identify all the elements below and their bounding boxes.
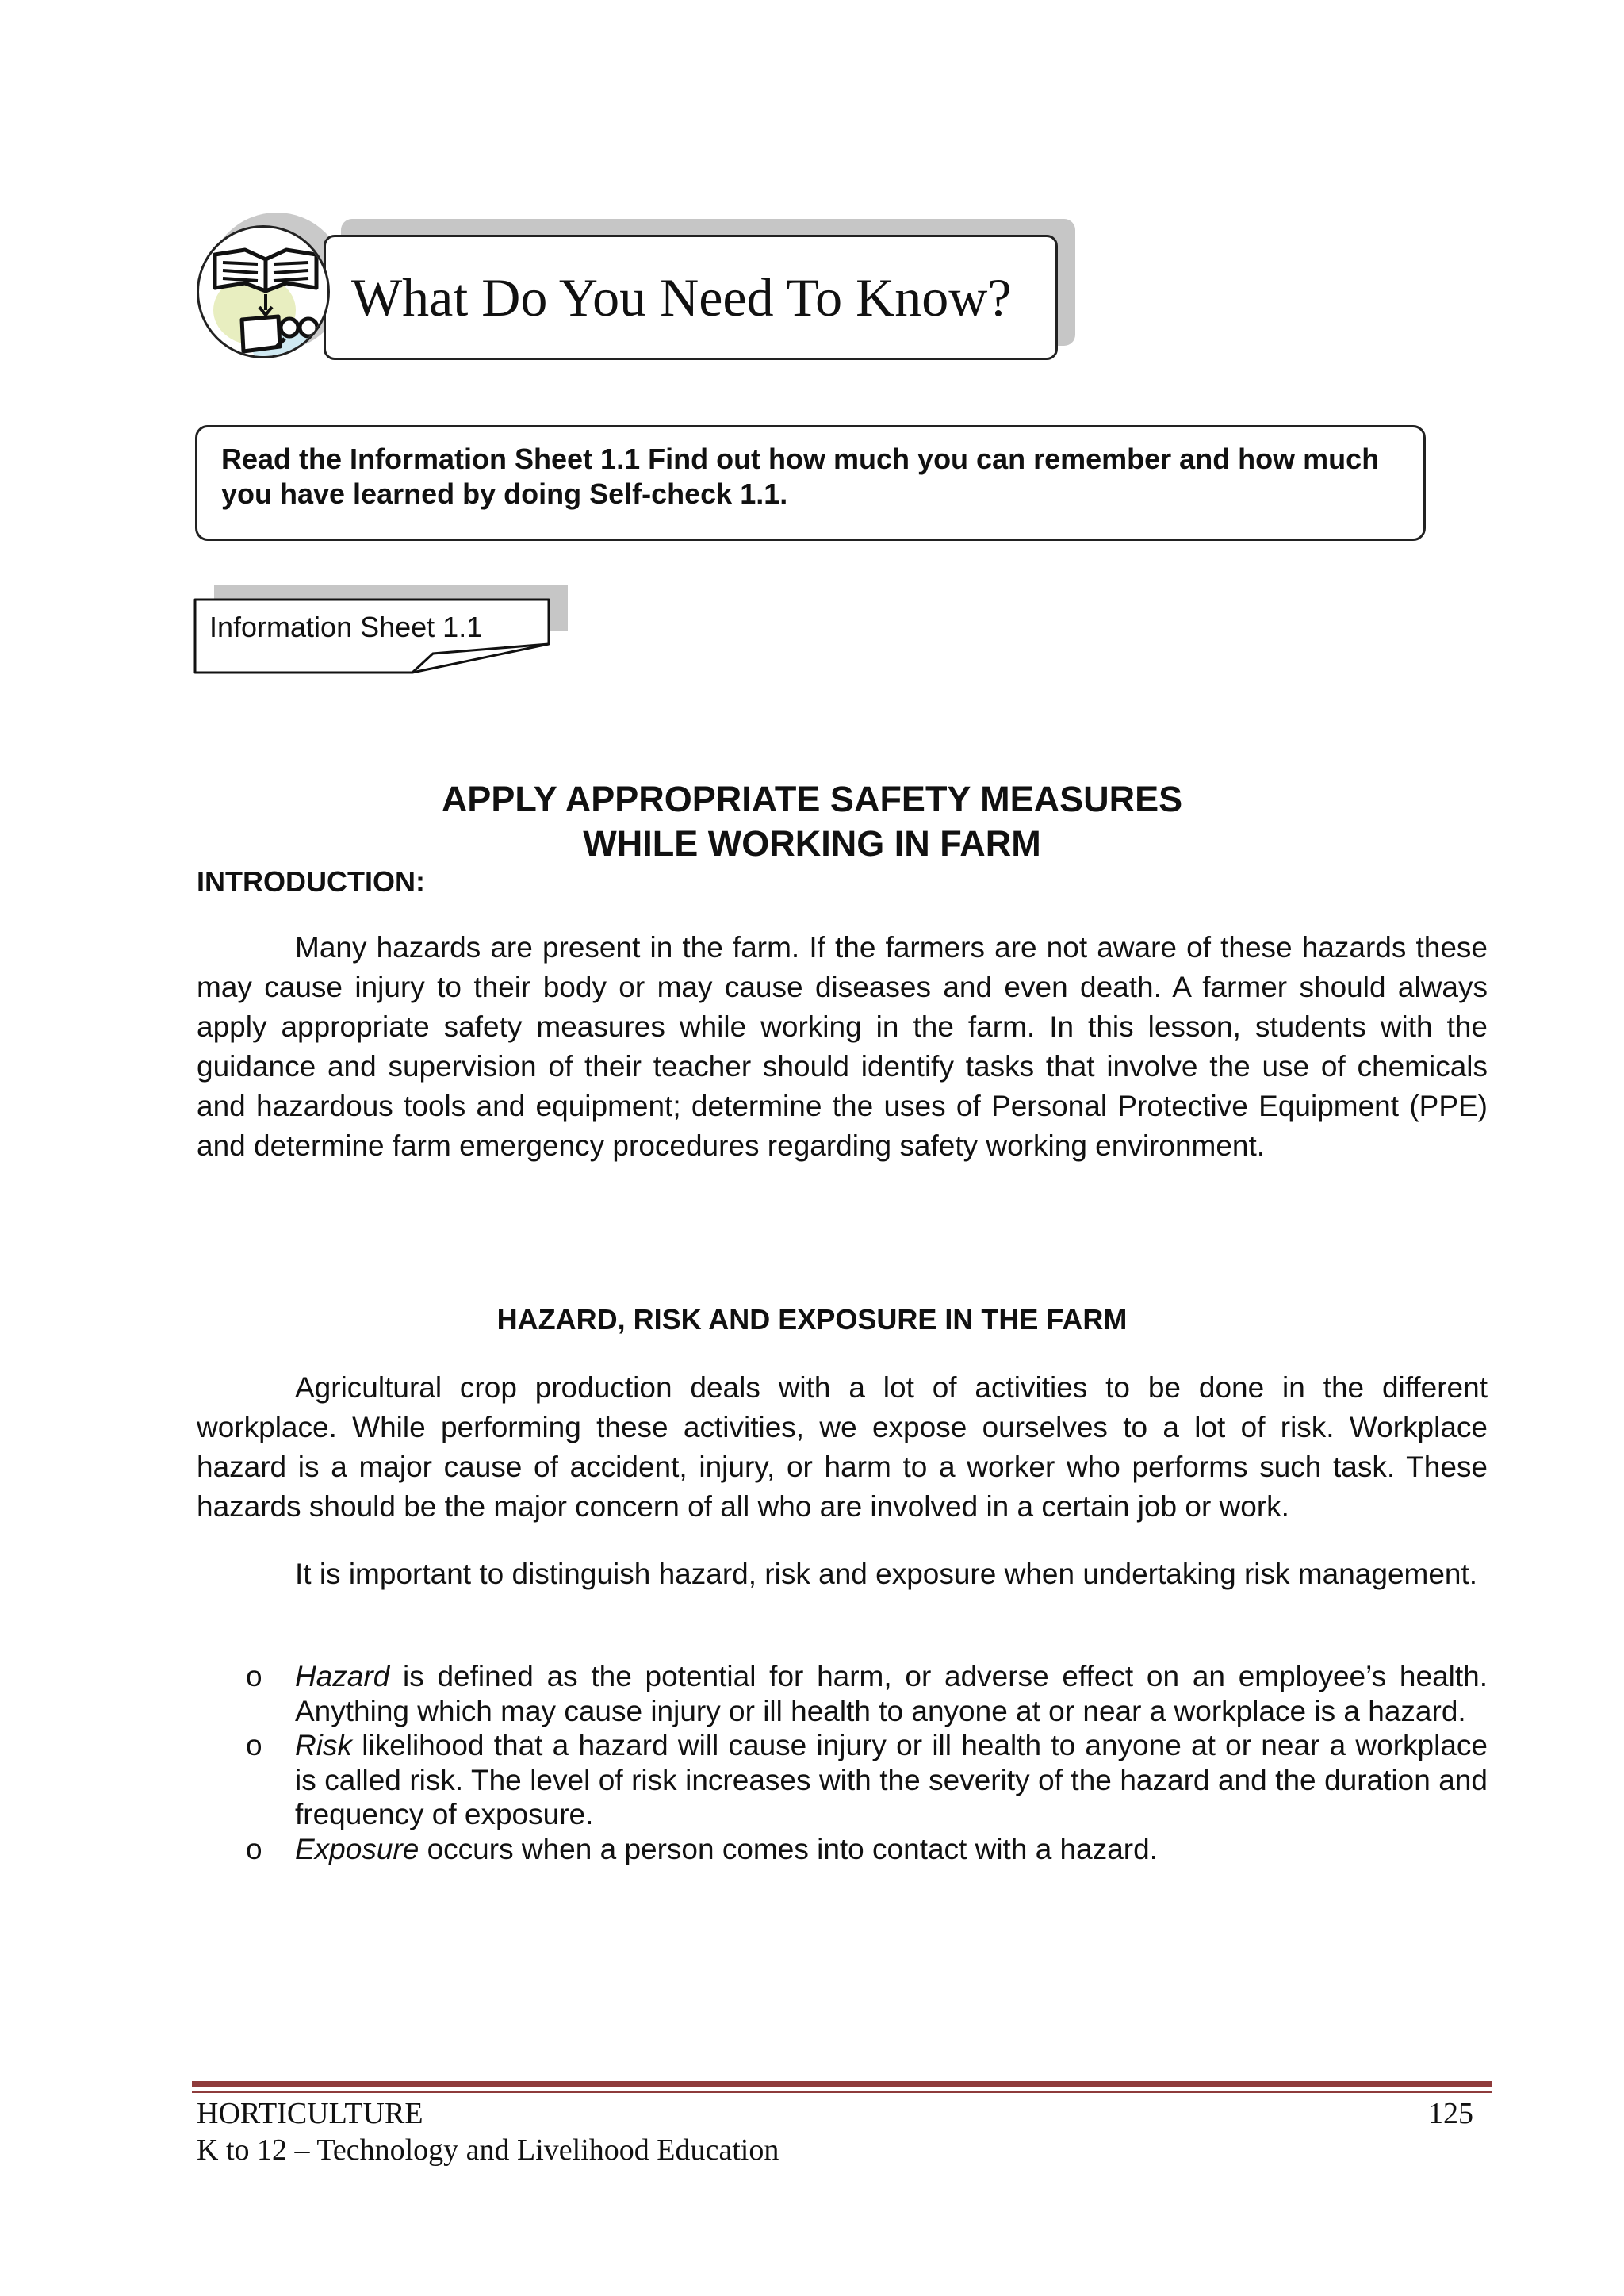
section-paragraph-2: [197, 1554, 1488, 1594]
list-item-exposure: [197, 1832, 1488, 1867]
main-heading-line2: WHILE WORKING IN FARM: [583, 823, 1041, 864]
title-box: [324, 235, 1058, 360]
term-exposure: Exposure: [295, 1832, 419, 1865]
footer-rule-thin: [192, 2091, 1492, 2093]
definition-risk: likelihood that a hazard will cause injury or ill health to anyone at or near a workplace is called risk. The level of risk increases with the severity of the hazard and the duration and frequency of exposure.: [295, 1729, 1488, 1830]
main-heading-line1: APPLY APPROPRIATE SAFETY MEASURES: [441, 779, 1183, 819]
info-sheet-label: Information Sheet 1.1: [209, 611, 483, 643]
footer-rule: [192, 2081, 1492, 2087]
introduction-text: Many hazards are present in the farm. If the farmers are not aware of these hazards these may cause injury to their body or may cause diseases and even death. A farmer should always apply appropriate safety measures while working in the farm. In this lesson, students with the guidance and supervision of their teacher should identify tasks that involve the use of chemicals and hazardous tools and equipment; determine the uses of Personal Protective Equipment (PPE) and determine farm emergency procedures regarding safety working environment.: [197, 931, 1488, 1162]
bullet-marker: o: [246, 1832, 262, 1865]
definition-hazard: is defined as the potential for harm, or adverse effect on an employee’s health. Anything which may cause injury or ill health to anyone at or near a workplace is a hazard.: [295, 1660, 1488, 1727]
instruction-box: [195, 425, 1426, 541]
bullet-marker: o: [246, 1729, 262, 1761]
definition-list: [197, 1659, 1488, 1866]
section-paragraph-1-text: Agricultural crop production deals with a lot of activities to be done in the different workplace. While performing these activities, we expose ourselves to a lot of risk. Workplace hazard is a major cause of accident, injury, or harm to a worker who performs such task. These hazards should be the major concern of all who are involved in a certain job or work.: [197, 1371, 1488, 1523]
bullet-marker: o: [246, 1660, 262, 1692]
book-and-magnifier-icon: [197, 225, 330, 358]
definition-exposure: occurs when a person comes into contact with a hazard.: [419, 1832, 1158, 1865]
section-paragraph-1: [197, 1368, 1488, 1527]
page-number: 125: [1428, 2097, 1473, 2130]
introduction-label: INTRODUCTION:: [197, 865, 425, 898]
term-hazard: Hazard: [295, 1660, 390, 1692]
section-paragraph-2-text: It is important to distinguish hazard, risk and exposure when undertaking risk management.: [295, 1558, 1478, 1590]
main-heading: [0, 777, 1624, 866]
section-heading: HAZARD, RISK AND EXPOSURE IN THE FARM: [496, 1303, 1128, 1336]
footer-curriculum: K to 12 – Technology and Livelihood Education: [197, 2133, 779, 2167]
page-title: What Do You Need To Know?: [351, 266, 1012, 328]
instruction-text: Read the Information Sheet 1.1 Find out how much you can remember and how much you have learned by doing Self-check 1.1.: [221, 443, 1380, 510]
introduction-paragraph: [197, 928, 1488, 1166]
term-risk: Risk: [295, 1729, 352, 1761]
list-item-hazard: [197, 1659, 1488, 1728]
list-item-risk: [197, 1728, 1488, 1832]
footer-subject: HORTICULTURE: [197, 2097, 423, 2130]
